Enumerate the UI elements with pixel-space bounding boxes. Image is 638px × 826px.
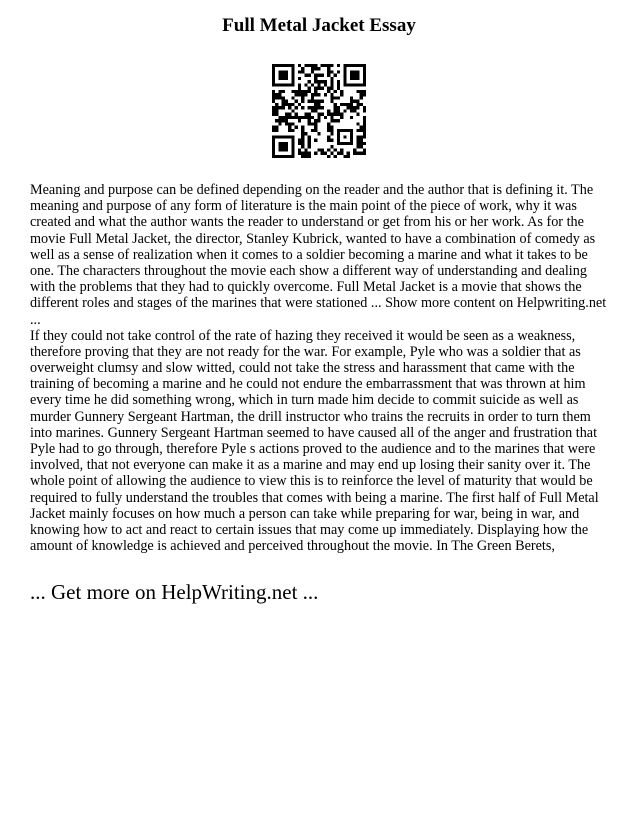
document-title: Full Metal Jacket Essay: [222, 15, 416, 36]
body-text-line: amount of knowledge is achieved and perceived throughout the movie. In The Green Berets,: [30, 538, 555, 555]
body-text-line: different roles and stages of the marines that were stationed ... Show more content on Helpwriting.net: [30, 295, 607, 312]
get-more-link[interactable]: ... Get more on HelpWriting.net ...: [30, 580, 319, 604]
body-text-line: required to fully understand the troubles that comes with being a marine. The first half of Full Metal: [30, 489, 599, 506]
body-text-line: training of becoming a marine and he could not endure the embarrassment that was thrown at him: [30, 376, 586, 393]
body-text-line: If they could not take control of the rate of hazing they received it would be seen as a weakness,: [30, 327, 576, 344]
body-text-line: Jacket mainly focuses on how much a person can take while preparing for war, being in war, and: [30, 505, 580, 522]
body-text-line: created and what the author wants the reader to understand or get from his or her work. As for the: [30, 214, 584, 231]
body-text-line: movie Full Metal Jacket, the director, Stanley Kubrick, wanted to have a combination of comedy as: [30, 230, 596, 247]
body-text-line: with the problems that they had to quickly overcome. Full Metal Jacket is a movie that shows the: [30, 279, 582, 296]
essay-body: [30, 182, 608, 554]
body-text-line: involved, that not everyone can make it as a marine and may end up losing their sanity over it. The: [30, 457, 591, 474]
body-text-line: ...: [30, 311, 41, 328]
body-text-line: Meaning and purpose can be defined depending on the reader and the author that is defining it. The: [30, 182, 594, 198]
body-text-line: murder Gunnery Sergeant Hartman, the drill instructor who trains the recruits in order to turn them: [30, 408, 591, 425]
body-text-line: knowing how to act and react to certain issues that may come up immediately. Displaying how the: [30, 521, 589, 538]
body-text-line: overweight clumsy and slow witted, could not take the stress and harassment that came with the: [30, 360, 575, 377]
body-text-line: whole point of allowing the audience to view this is to reinforce the level of maturity that would be: [30, 473, 593, 490]
qr-code-icon: [272, 64, 366, 158]
qr-code-icon-graphic: [272, 64, 366, 158]
body-text-line: well as a sense of realization when it comes to a soldier becoming a marine and what it takes to be: [30, 246, 588, 263]
body-text-line: meaning and purpose of any form of literature is the main point of the piece of work, why it was: [30, 198, 577, 215]
body-text-line: into marines. Gunnery Sergeant Hartman seemed to have caused all of the anger and frustration that: [30, 424, 598, 441]
body-text-line: Pyle had to go through, therefore Pyle s actions proved to the audience and to the marines that were: [30, 441, 596, 457]
body-text-line: every time he did something wrong, which in turn made him decide to commit suicide as well as: [30, 392, 579, 409]
body-text-line: one. The characters throughout the movie each show a different way of understanding and dealing: [30, 262, 587, 279]
body-text-line: therefore proving that they are not ready for the war. For example, Pyle who was a soldier that as: [30, 343, 581, 360]
